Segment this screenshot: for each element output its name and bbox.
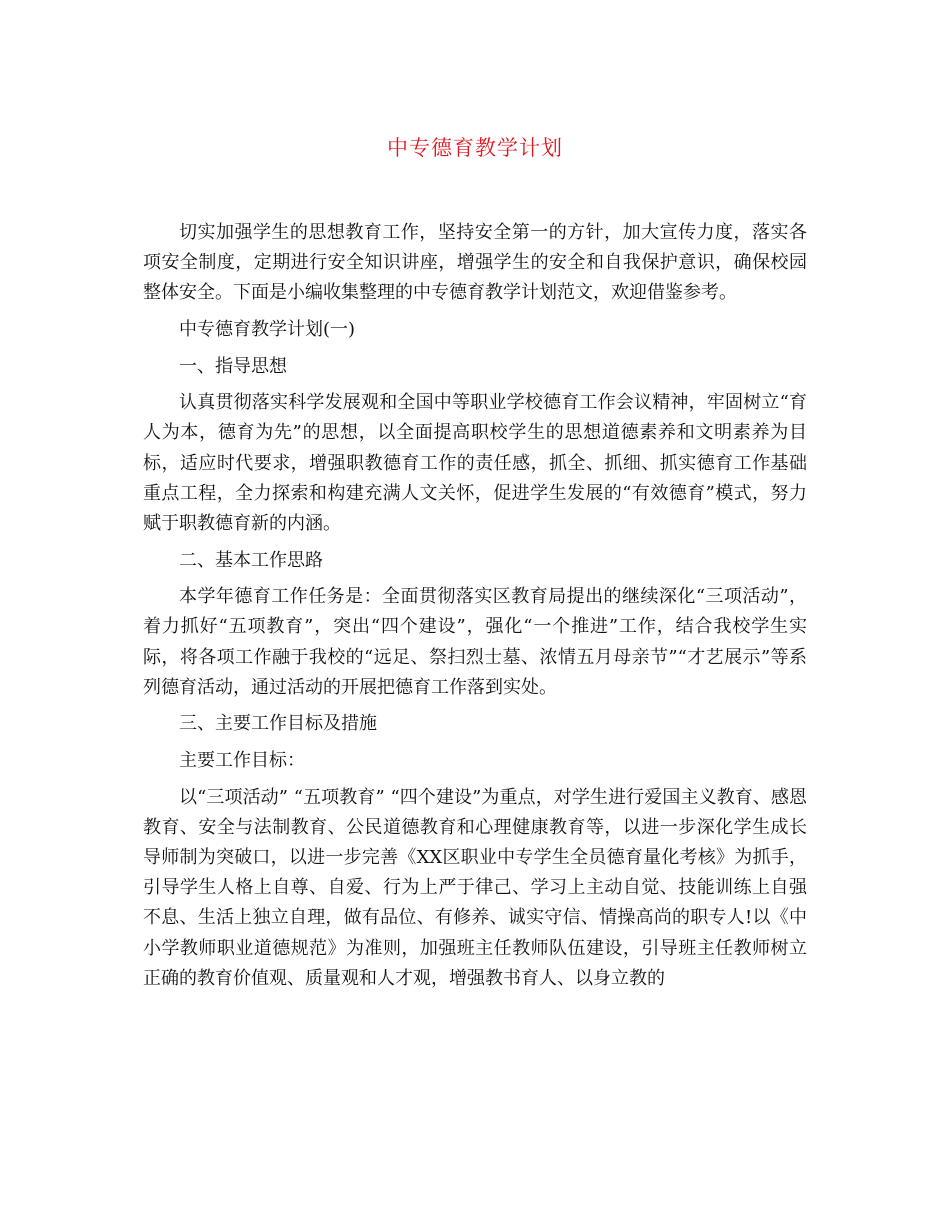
paragraph-main-goals: 以“三项活动” “五项教育” “四个建设”为重点，对学生进行爱国主义教育、感恩教育、安全与法制教育、公民道德教育和心理健康教育等，以进一步深化学生成长导师制为突破口，以进一步完善《XX区职业中专学生全员德育量化考核》为抓手，引导学生人格上自尊、自爱、行为上严于律己、学习上主动自觉、技能训练上自强不息、生活上独立自理，做有品位、有修养、诚实守信、情操高尚的职专人!以《中小学教师职业道德规范》为准则，加强班主任教师队伍建设，引导班主任教师树立正确的教育价值观、质量观和人才观，增强教书育人、以身立教的 (143, 786, 807, 989)
paragraph-guiding-ideology: 认真贯彻落实科学发展观和全国中等职业学校德育工作会议精神，牢固树立“育人为本，德育为先”的思想，以全面提高职校学生的思想道德素养和文明素养为目标，适应时代要求，增强职教德育工作的责任感，抓全、抓细、抓实德育工作基础重点工程，全力探索和构建充满人文关怀，促进学生发展的“有效德育”模式，努力赋于职教德育新的内涵。 (143, 392, 807, 534)
document-body (143, 218, 807, 1000)
paragraph-heading-goals-measures: 三、主要工作目标及措施 (179, 713, 377, 735)
paragraph-heading-work-approach: 二、基本工作思路 (179, 549, 323, 571)
paragraph-intro: 切实加强学生的思想教育工作，坚持安全第一的方针，加大宣传力度，落实各项安全制度，定期进行安全知识讲座，增强学生的安全和自我保护意识，确保校园整体安全。下面是小编收集整理的中专德育教学计划范文，欢迎借鉴参考。 (143, 222, 807, 304)
paragraph-section-heading: 中专德育教学计划(一) (179, 319, 356, 340)
paragraph-heading-main-goals: 主要工作目标： (179, 749, 305, 771)
document-title: 中专德育教学计划 (387, 136, 563, 160)
paragraph-work-approach: 本学年德育工作任务是：全面贯彻落实区教育局提出的继续深化“三项活动”，着力抓好“五项教育”，突出“四个建设”，强化“一个推进”工作，结合我校学生实际，将各项工作融于我校的“远足、祭扫烈士墓、浓情五月母亲节”“才艺展示”等系列德育活动，通过活动的开展把德育工作落到实处。 (143, 586, 807, 698)
paragraph-heading-guiding-ideology: 一、指导思想 (179, 355, 287, 377)
